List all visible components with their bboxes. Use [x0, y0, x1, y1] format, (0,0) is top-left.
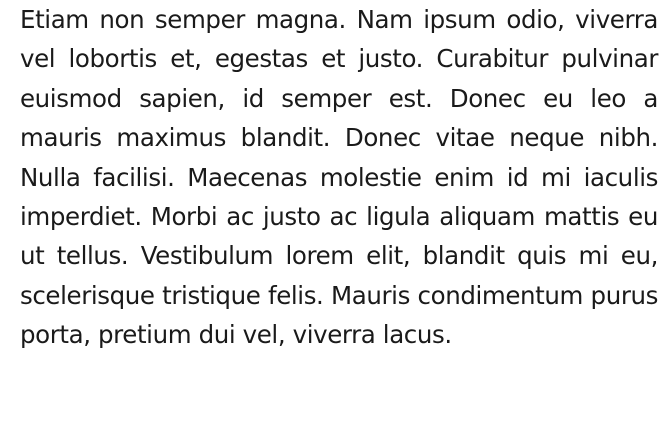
body-paragraph: Etiam non semper magna. Nam ipsum odio, viverra vel lobortis et, egestas et justo. Curabitur pulvinar euismod sapien, id semper est. Donec eu leo a mauris maximus blandit. Donec vitae neque nibh. Nulla facilisi. Maecenas molestie enim id mi iaculis imperdiet. Morbi ac justo ac ligula aliquam mattis eu ut tellus. Vestibulum lorem elit, blandit quis mi eu, scelerisque tristique felis. Mauris condimentum purus porta, pretium dui vel, viverra lacus.	[20, 5, 658, 350]
